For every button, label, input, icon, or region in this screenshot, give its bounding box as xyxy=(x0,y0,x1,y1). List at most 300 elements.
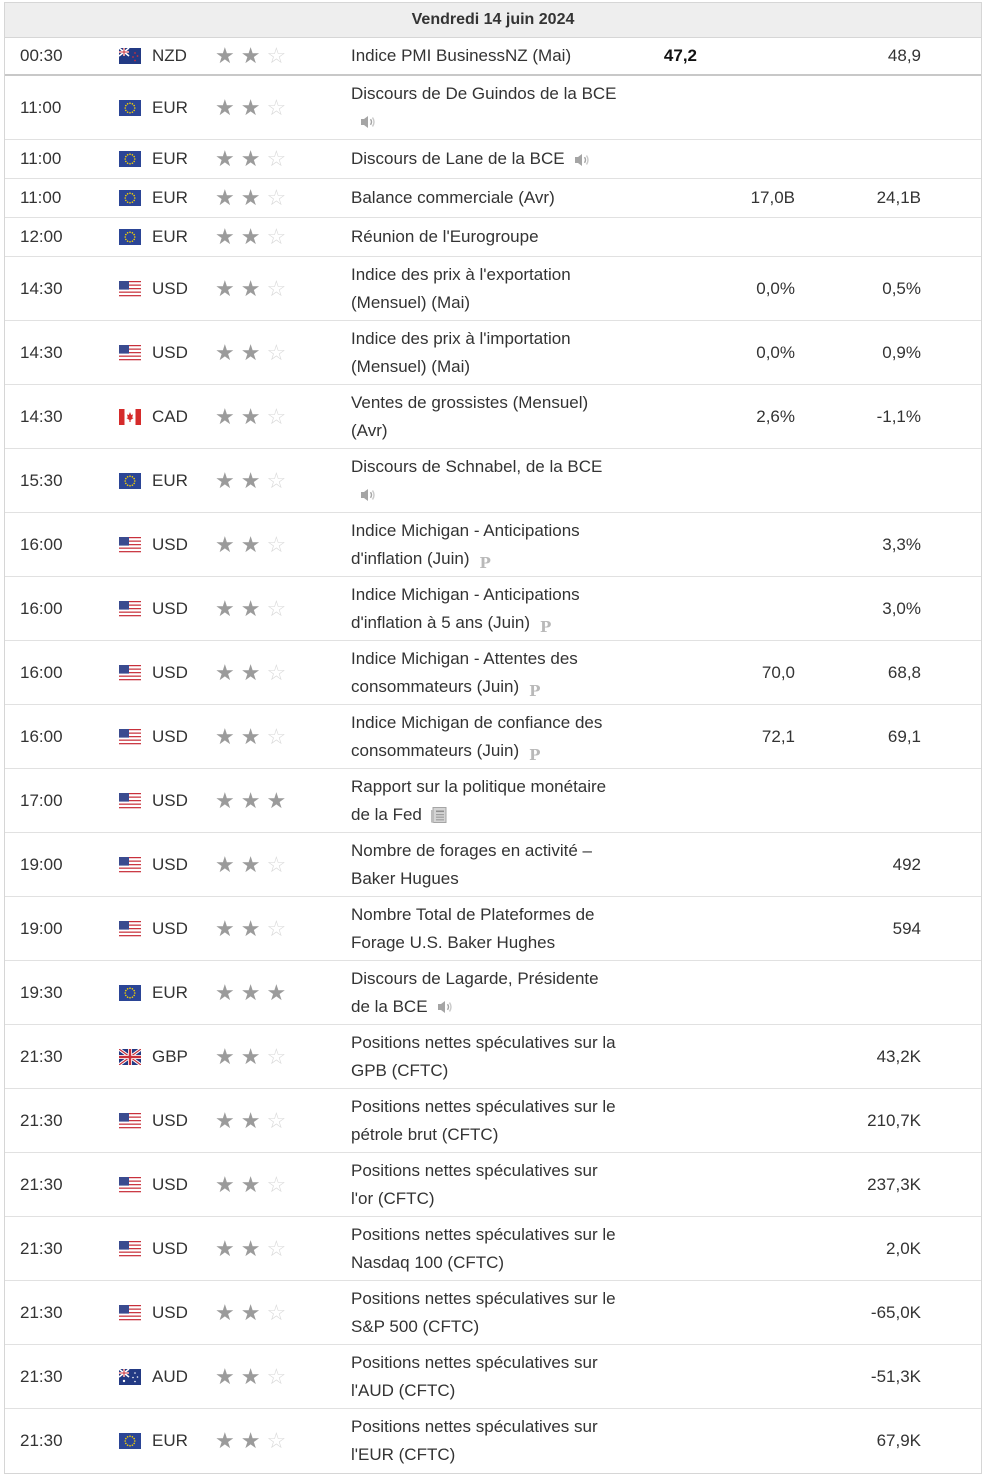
event-time: 12:00 xyxy=(20,227,63,246)
actual-value xyxy=(605,1217,697,1280)
event-time: 19:00 xyxy=(20,854,63,874)
actual-value xyxy=(605,449,697,512)
star-filled-icon: ★ xyxy=(266,787,287,813)
actual-value xyxy=(605,385,697,448)
star-filled-icon: ★ xyxy=(240,1043,261,1069)
event-row[interactable] xyxy=(5,833,981,897)
actual-value xyxy=(605,1409,697,1473)
event-row[interactable] xyxy=(5,1089,981,1153)
star-filled-icon: ★ xyxy=(240,915,261,941)
event-row[interactable] xyxy=(5,321,981,385)
forecast-value: 2,6% xyxy=(756,406,795,426)
event-name-cell[interactable] xyxy=(351,257,621,320)
star-empty-icon: ☆ xyxy=(266,146,287,171)
star-empty-icon: ☆ xyxy=(266,1363,287,1389)
currency-code: USD xyxy=(152,726,188,746)
actual-value xyxy=(605,705,697,768)
star-filled-icon: ★ xyxy=(215,723,235,749)
forecast-value xyxy=(705,140,795,178)
star-empty-icon: ☆ xyxy=(266,1043,287,1069)
forecast-value xyxy=(705,897,795,960)
flag-eu-icon xyxy=(119,449,143,512)
event-name[interactable]: Indice PMI BusinessNZ (Mai) xyxy=(351,46,572,65)
event-name[interactable]: Positions nettes spéculatives sur le Nasdaq 100 (CFTC) xyxy=(351,1224,616,1272)
flag-ca-icon xyxy=(119,385,143,448)
currency-code: USD xyxy=(152,1302,188,1322)
importance-stars xyxy=(215,1345,335,1408)
event-name-cell[interactable] xyxy=(351,769,621,832)
currency-code: USD xyxy=(152,854,188,874)
importance-stars xyxy=(215,705,335,768)
forecast-value: 17,0B xyxy=(750,188,795,207)
event-time: 16:00 xyxy=(20,534,63,554)
currency-code: USD xyxy=(152,342,188,362)
flag-us-icon xyxy=(119,1089,143,1152)
currency-code: CAD xyxy=(152,406,188,426)
flag-eu-icon xyxy=(119,961,143,1024)
star-empty-icon: ☆ xyxy=(266,185,287,210)
star-empty-icon: ☆ xyxy=(266,43,287,68)
previous-value: 69,1 xyxy=(887,726,921,746)
star-empty-icon: ☆ xyxy=(266,339,287,365)
actual-value: 47,2 xyxy=(663,46,697,65)
event-time: 15:30 xyxy=(20,470,63,490)
actual-value xyxy=(605,1025,697,1088)
event-row[interactable] xyxy=(5,577,981,641)
event-name[interactable]: Indice Michigan - Anticipations d'inflation (Juin) xyxy=(351,520,580,568)
event-name-cell[interactable] xyxy=(351,218,621,256)
forecast-value xyxy=(705,449,795,512)
actual-value xyxy=(605,641,697,704)
star-empty-icon: ☆ xyxy=(266,595,287,621)
star-empty-icon: ☆ xyxy=(266,1171,287,1197)
star-filled-icon: ★ xyxy=(215,531,235,557)
previous-value xyxy=(825,449,921,512)
previous-value xyxy=(825,769,921,832)
importance-stars xyxy=(215,257,335,320)
event-time: 11:00 xyxy=(20,97,62,117)
star-filled-icon: ★ xyxy=(240,723,261,749)
forecast-value xyxy=(705,577,795,640)
star-filled-icon: ★ xyxy=(240,339,261,365)
currency-code: USD xyxy=(152,918,188,938)
event-name[interactable]: Ventes de grossistes (Mensuel) (Avr) xyxy=(351,392,589,440)
event-list xyxy=(5,38,981,1473)
star-filled-icon: ★ xyxy=(240,1363,261,1389)
speaker-icon xyxy=(428,997,454,1016)
event-name[interactable]: Nombre Total de Plateformes de Forage U.S. Baker Hughes xyxy=(351,904,595,952)
star-empty-icon: ☆ xyxy=(266,224,287,249)
star-filled-icon: ★ xyxy=(215,1043,235,1069)
importance-stars xyxy=(215,1281,335,1344)
previous-value: 3,0% xyxy=(882,598,921,618)
event-row[interactable] xyxy=(5,705,981,769)
star-empty-icon: ☆ xyxy=(266,1299,287,1325)
forecast-value xyxy=(705,769,795,832)
currency-code: EUR xyxy=(152,149,188,168)
flag-us-icon xyxy=(119,321,143,384)
forecast-value: 72,1 xyxy=(761,726,795,746)
importance-stars xyxy=(215,449,335,512)
star-filled-icon: ★ xyxy=(215,595,235,621)
forecast-value: 0,0% xyxy=(756,342,795,362)
actual-value xyxy=(605,1281,697,1344)
flag-eu-icon xyxy=(119,140,143,178)
event-name-cell[interactable] xyxy=(351,833,621,896)
forecast-value xyxy=(705,38,795,74)
flag-us-icon xyxy=(119,833,143,896)
previous-value: 594 xyxy=(892,918,921,938)
importance-stars xyxy=(215,1409,335,1473)
star-filled-icon: ★ xyxy=(215,1428,235,1453)
forecast-value xyxy=(705,1089,795,1152)
currency-code: EUR xyxy=(152,1431,188,1450)
event-name-cell[interactable] xyxy=(351,321,621,384)
previous-value: 492 xyxy=(892,854,921,874)
star-filled-icon: ★ xyxy=(240,43,261,68)
forecast-value xyxy=(705,961,795,1024)
star-filled-icon: ★ xyxy=(215,915,235,941)
event-name-cell[interactable] xyxy=(351,897,621,960)
previous-value xyxy=(825,961,921,1024)
event-row[interactable] xyxy=(5,218,981,257)
flag-us-icon xyxy=(119,1153,143,1216)
event-time: 21:30 xyxy=(20,1046,63,1066)
forecast-value xyxy=(705,1409,795,1473)
previous-value: 0,5% xyxy=(882,278,921,298)
importance-stars xyxy=(215,76,335,139)
event-name[interactable]: Positions nettes spéculatives sur l'or (CFTC) xyxy=(351,1160,598,1208)
event-name[interactable]: Nombre de forages en activité – Baker Hugues xyxy=(351,840,592,888)
event-row[interactable] xyxy=(5,897,981,961)
speaker-icon xyxy=(351,112,377,131)
star-filled-icon: ★ xyxy=(215,979,235,1005)
currency-code: AUD xyxy=(152,1366,188,1386)
star-empty-icon: ☆ xyxy=(266,1107,287,1133)
event-row[interactable] xyxy=(5,449,981,513)
event-name-cell[interactable] xyxy=(351,577,621,640)
star-filled-icon: ★ xyxy=(240,595,261,621)
event-name-cell[interactable] xyxy=(351,1217,621,1280)
star-empty-icon: ☆ xyxy=(266,403,287,429)
forecast-value: 0,0% xyxy=(756,278,795,298)
event-name[interactable]: Indice Michigan - Anticipations d'inflation à 5 ans (Juin) xyxy=(351,584,580,632)
previous-value: 210,7K xyxy=(867,1110,921,1130)
importance-stars xyxy=(215,833,335,896)
event-name[interactable]: Balance commerciale (Avr) xyxy=(351,188,555,207)
actual-value xyxy=(605,179,697,217)
forecast-value xyxy=(705,76,795,139)
event-name-cell[interactable] xyxy=(351,641,621,704)
flag-eu-icon xyxy=(119,76,143,139)
event-name-cell[interactable] xyxy=(351,385,621,448)
event-time: 21:30 xyxy=(20,1302,63,1322)
previous-value xyxy=(825,76,921,139)
star-filled-icon: ★ xyxy=(215,339,235,365)
flag-us-icon xyxy=(119,577,143,640)
previous-value: 43,2K xyxy=(876,1046,921,1066)
previous-value: 0,9% xyxy=(882,342,921,362)
star-filled-icon: ★ xyxy=(240,403,261,429)
flag-eu-icon xyxy=(119,218,143,256)
preliminary-icon: P xyxy=(529,745,541,764)
event-time: 14:30 xyxy=(20,406,63,426)
speaker-icon xyxy=(351,485,377,504)
flag-gb-icon xyxy=(119,1025,143,1088)
star-filled-icon: ★ xyxy=(215,1235,235,1261)
star-filled-icon: ★ xyxy=(240,1299,261,1325)
star-empty-icon: ☆ xyxy=(266,1428,287,1453)
star-filled-icon: ★ xyxy=(240,1235,261,1261)
flag-eu-icon xyxy=(119,1409,143,1473)
event-row[interactable] xyxy=(5,385,981,449)
event-name-cell[interactable] xyxy=(351,1025,621,1088)
previous-value: 237,3K xyxy=(867,1174,921,1194)
star-empty-icon: ☆ xyxy=(266,723,287,749)
event-time: 21:30 xyxy=(20,1174,63,1194)
star-filled-icon: ★ xyxy=(240,224,261,249)
event-name[interactable]: Positions nettes spéculatives sur le S&P 500 (CFTC) xyxy=(351,1288,616,1336)
importance-stars xyxy=(215,961,335,1024)
event-row[interactable] xyxy=(5,1281,981,1345)
event-time: 00:30 xyxy=(20,46,63,65)
previous-value: -51,3K xyxy=(870,1366,921,1386)
event-time: 21:30 xyxy=(20,1238,63,1258)
currency-code: USD xyxy=(152,662,188,682)
star-empty-icon: ☆ xyxy=(266,275,287,301)
currency-code: EUR xyxy=(152,982,188,1002)
currency-code: USD xyxy=(152,534,188,554)
forecast-value xyxy=(705,833,795,896)
event-time: 16:00 xyxy=(20,726,63,746)
star-filled-icon: ★ xyxy=(240,1107,261,1133)
flag-eu-icon xyxy=(119,179,143,217)
importance-stars xyxy=(215,218,335,256)
event-row[interactable] xyxy=(5,76,981,140)
actual-value xyxy=(605,1345,697,1408)
star-filled-icon: ★ xyxy=(215,1299,235,1325)
star-filled-icon: ★ xyxy=(240,851,261,877)
event-row[interactable] xyxy=(5,513,981,577)
star-filled-icon: ★ xyxy=(240,146,261,171)
actual-value xyxy=(605,140,697,178)
importance-stars xyxy=(215,897,335,960)
report-icon xyxy=(422,805,448,824)
event-row[interactable] xyxy=(5,38,981,76)
flag-us-icon xyxy=(119,641,143,704)
event-time: 14:30 xyxy=(20,278,63,298)
actual-value xyxy=(605,321,697,384)
previous-value: 67,9K xyxy=(876,1431,921,1450)
currency-code: USD xyxy=(152,1174,188,1194)
star-empty-icon: ☆ xyxy=(266,94,287,120)
event-row[interactable] xyxy=(5,1217,981,1281)
previous-value: 24,1B xyxy=(876,188,921,207)
star-filled-icon: ★ xyxy=(215,467,235,493)
currency-code: USD xyxy=(152,790,188,810)
currency-code: USD xyxy=(152,1238,188,1258)
currency-code: NZD xyxy=(152,46,187,65)
currency-code: GBP xyxy=(152,1046,188,1066)
forecast-value xyxy=(705,1025,795,1088)
previous-value: 3,3% xyxy=(882,534,921,554)
forecast-value xyxy=(705,1345,795,1408)
event-name[interactable]: Rapport sur la politique monétaire de la Fed xyxy=(351,776,607,824)
event-time: 19:30 xyxy=(20,982,63,1002)
event-name-cell[interactable] xyxy=(351,179,621,217)
event-name[interactable]: Positions nettes spéculatives sur le pétrole brut (CFTC) xyxy=(351,1096,616,1144)
actual-value xyxy=(605,513,697,576)
forecast-value xyxy=(705,1217,795,1280)
forecast-value: 70,0 xyxy=(761,662,795,682)
importance-stars xyxy=(215,385,335,448)
event-name[interactable]: Positions nettes spéculatives sur l'AUD (CFTC) xyxy=(351,1352,598,1400)
event-name-cell[interactable] xyxy=(351,449,621,512)
previous-value xyxy=(825,140,921,178)
flag-au-icon xyxy=(119,1345,143,1408)
event-name-cell[interactable] xyxy=(351,1409,621,1473)
star-empty-icon: ☆ xyxy=(266,915,287,941)
day-header: Vendredi 14 juin 2024 xyxy=(5,3,981,38)
flag-us-icon xyxy=(119,705,143,768)
event-name[interactable]: Indice des prix à l'importation (Mensuel) (Mai) xyxy=(351,328,571,376)
star-filled-icon: ★ xyxy=(215,185,235,210)
event-name[interactable]: Positions nettes spéculatives sur la GPB (CFTC) xyxy=(351,1032,616,1080)
event-row[interactable] xyxy=(5,641,981,705)
flag-us-icon xyxy=(119,769,143,832)
previous-value: -1,1% xyxy=(876,406,921,426)
event-name[interactable]: Discours de Lagarde, Présidente de la BCE xyxy=(351,968,599,1016)
event-name[interactable]: Discours de Schnabel, de la BCE xyxy=(351,456,603,476)
event-name-cell[interactable] xyxy=(351,76,621,139)
star-filled-icon: ★ xyxy=(240,94,261,120)
actual-value xyxy=(605,577,697,640)
importance-stars xyxy=(215,577,335,640)
event-name-cell[interactable] xyxy=(351,513,621,576)
flag-us-icon xyxy=(119,513,143,576)
flag-us-icon xyxy=(119,257,143,320)
currency-code: EUR xyxy=(152,227,188,246)
event-row[interactable] xyxy=(5,179,981,218)
star-filled-icon: ★ xyxy=(240,275,261,301)
event-name[interactable]: Positions nettes spéculatives sur l'EUR (CFTC) xyxy=(351,1417,598,1464)
star-filled-icon: ★ xyxy=(240,1171,261,1197)
event-time: 17:00 xyxy=(20,790,63,810)
importance-stars xyxy=(215,769,335,832)
star-filled-icon: ★ xyxy=(240,531,261,557)
actual-value xyxy=(605,769,697,832)
actual-value xyxy=(605,1089,697,1152)
event-name-cell[interactable] xyxy=(351,961,621,1024)
actual-value xyxy=(605,218,697,256)
event-name-cell[interactable] xyxy=(351,1345,621,1408)
star-filled-icon: ★ xyxy=(215,659,235,685)
actual-value xyxy=(605,961,697,1024)
importance-stars xyxy=(215,38,335,74)
star-filled-icon: ★ xyxy=(240,467,261,493)
star-filled-icon: ★ xyxy=(215,851,235,877)
event-name[interactable]: Discours de Lane de la BCE xyxy=(351,149,565,168)
star-empty-icon: ☆ xyxy=(266,659,287,685)
event-name[interactable]: Discours de De Guindos de la BCE xyxy=(351,83,617,103)
currency-code: EUR xyxy=(152,470,188,490)
star-filled-icon: ★ xyxy=(215,1171,235,1197)
preliminary-icon: P xyxy=(529,681,541,700)
currency-code: EUR xyxy=(152,188,188,207)
importance-stars xyxy=(215,1025,335,1088)
actual-value xyxy=(605,1153,697,1216)
star-filled-icon: ★ xyxy=(215,224,235,249)
star-filled-icon: ★ xyxy=(240,1428,261,1453)
importance-stars xyxy=(215,179,335,217)
actual-value xyxy=(605,897,697,960)
star-filled-icon: ★ xyxy=(240,185,261,210)
forecast-value xyxy=(705,1281,795,1344)
forecast-value xyxy=(705,1153,795,1216)
flag-us-icon xyxy=(119,1281,143,1344)
star-empty-icon: ☆ xyxy=(266,531,287,557)
previous-value xyxy=(825,218,921,256)
forecast-value xyxy=(705,218,795,256)
star-filled-icon: ★ xyxy=(240,979,261,1005)
event-row[interactable] xyxy=(5,961,981,1025)
event-name-cell[interactable] xyxy=(351,1153,621,1216)
event-name[interactable]: Indice Michigan de confiance des consommateurs (Juin) xyxy=(351,712,603,760)
importance-stars xyxy=(215,1217,335,1280)
preliminary-icon: P xyxy=(479,553,491,572)
previous-value: 68,8 xyxy=(887,662,921,682)
previous-value: 2,0K xyxy=(886,1238,921,1258)
event-row[interactable] xyxy=(5,1409,981,1473)
star-filled-icon: ★ xyxy=(215,94,235,120)
event-name[interactable]: Indice des prix à l'exportation (Mensuel) (Mai) xyxy=(351,264,571,312)
event-name-cell[interactable] xyxy=(351,140,621,178)
star-filled-icon: ★ xyxy=(215,403,235,429)
event-row[interactable] xyxy=(5,140,981,179)
star-filled-icon: ★ xyxy=(240,787,261,813)
event-name-cell[interactable] xyxy=(351,38,621,74)
event-time: 11:00 xyxy=(20,149,62,168)
event-row[interactable] xyxy=(5,1025,981,1089)
currency-code: USD xyxy=(152,278,188,298)
importance-stars xyxy=(215,1089,335,1152)
event-time: 19:00 xyxy=(20,918,63,938)
actual-value xyxy=(605,76,697,139)
forecast-value xyxy=(705,513,795,576)
event-name-cell[interactable] xyxy=(351,705,621,768)
event-time: 21:30 xyxy=(20,1431,63,1450)
event-name[interactable]: Réunion de l'Eurogroupe xyxy=(351,227,539,246)
flag-nz-icon xyxy=(119,38,143,74)
event-row[interactable] xyxy=(5,257,981,321)
event-row[interactable] xyxy=(5,1153,981,1217)
star-filled-icon: ★ xyxy=(215,146,235,171)
importance-stars xyxy=(215,513,335,576)
speaker-icon xyxy=(565,149,591,168)
currency-code: USD xyxy=(152,598,188,618)
previous-value: 48,9 xyxy=(887,46,921,65)
importance-stars xyxy=(215,1153,335,1216)
event-time: 16:00 xyxy=(20,662,63,682)
star-filled-icon: ★ xyxy=(215,787,235,813)
event-row[interactable] xyxy=(5,769,981,833)
flag-us-icon xyxy=(119,1217,143,1280)
event-row[interactable] xyxy=(5,1345,981,1409)
event-name-cell[interactable] xyxy=(351,1089,621,1152)
star-empty-icon: ☆ xyxy=(266,1235,287,1261)
event-name-cell[interactable] xyxy=(351,1281,621,1344)
event-name[interactable]: Indice Michigan - Attentes des consommateurs (Juin) xyxy=(351,648,578,696)
